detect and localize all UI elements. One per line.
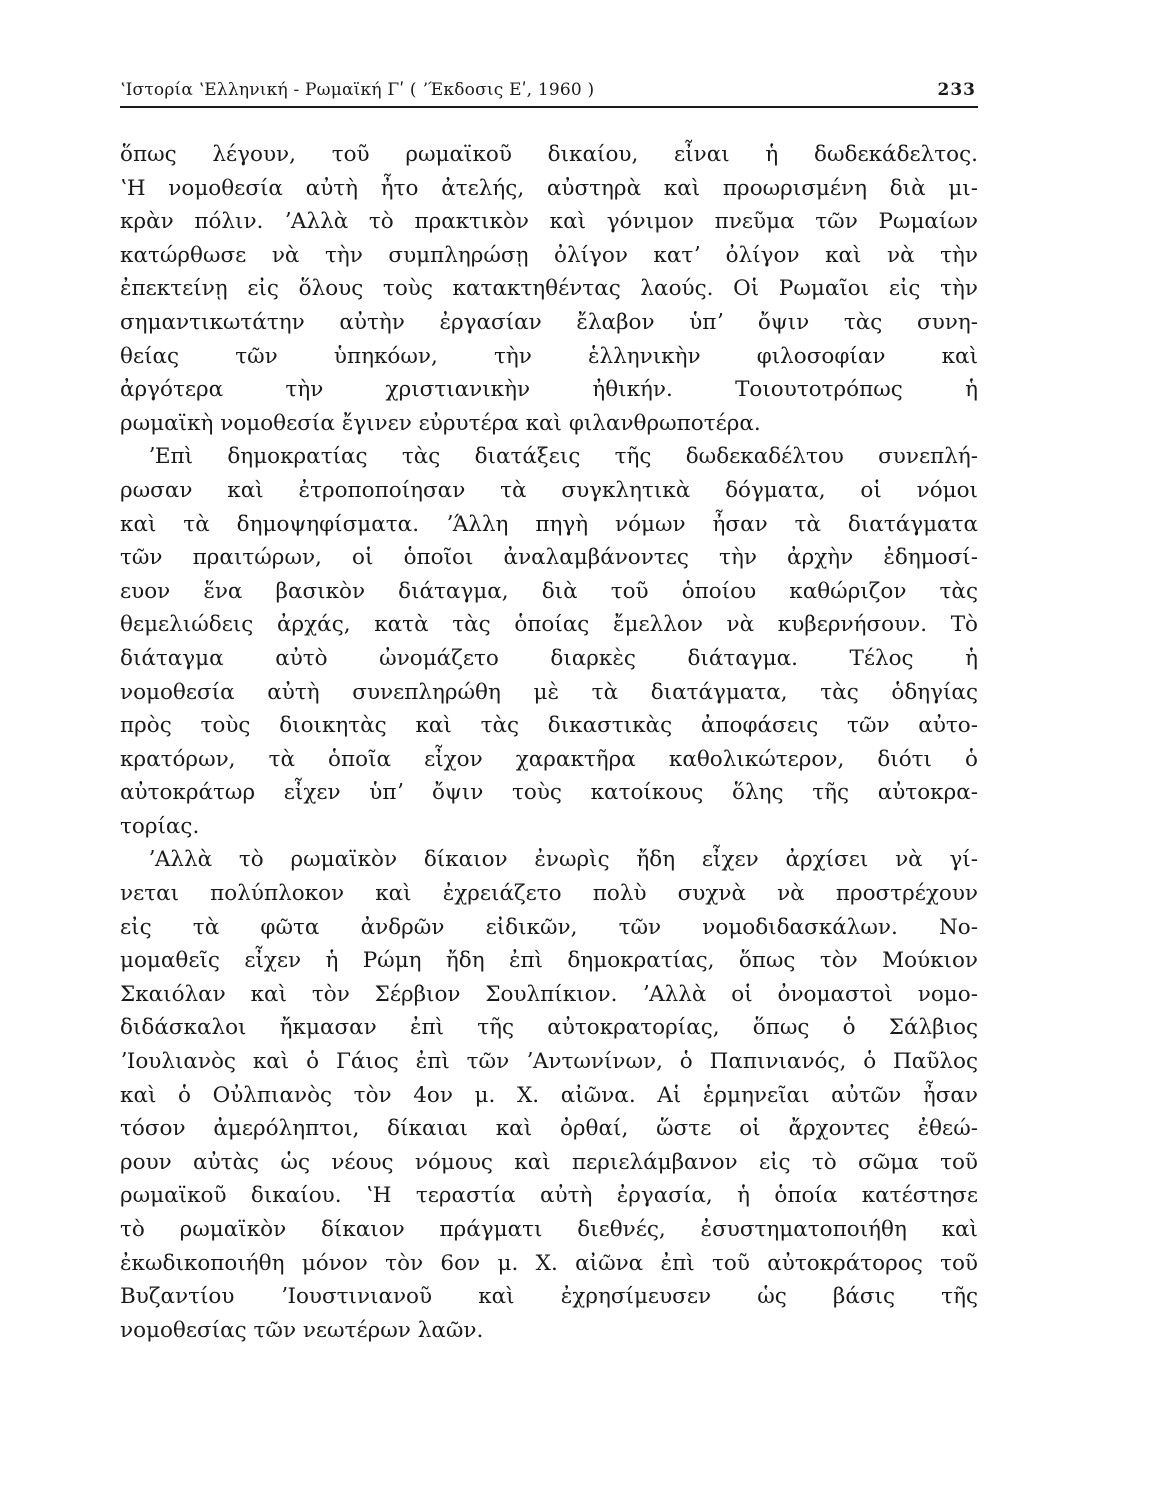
text-line: νομοθεσίας τῶν νεωτέρων λαῶν. bbox=[120, 1317, 484, 1343]
text-line: ἐπεκτείνῃ εἰς ὅλους τοὺς κατακτηθέντας λαούς. Οἱ Ρωμαῖοι εἰς τὴν bbox=[120, 276, 978, 302]
running-header bbox=[120, 74, 978, 108]
text-line: τόσον ἀμερόληπτοι, δίκαιαι καὶ ὀρθαί, ὥστε οἱ ἄρχοντες ἐθεώ- bbox=[120, 1116, 978, 1142]
text-line: ὅπως λέγουν, τοῦ ρωμαϊκοῦ δικαίου, εἶναι ἡ δωδεκάδελτος. bbox=[120, 142, 978, 167]
text-line: ʼΙουλιανὸς καὶ ὁ Γάιος ἐπὶ τῶν ʼΑντωνίνων, ὁ Παπινιανός, ὁ Παῦλος bbox=[120, 1049, 978, 1075]
text-line: ʼΕπὶ δημοκρατίας τὰς διατάξεις τῆς δωδεκαδέλτου συνεπλή- bbox=[148, 444, 978, 470]
text-line: καὶ τὰ δημοψηφίσματα. ʼΆλλη πηγὴ νόμων ἦσαν τὰ διατάγματα bbox=[120, 511, 978, 537]
text-line: σημαντικωτάτην αὐτὴν ἐργασίαν ἔλαβον ὑπʼ ὄψιν τὰς συνη- bbox=[120, 309, 978, 335]
text-line: μομαθεῖς εἶχεν ἡ Ρώμη ἤδη ἐπὶ δημοκρατίας, ὅπως τὸν Μούκιον bbox=[120, 948, 978, 974]
page-number: 233 bbox=[937, 80, 976, 100]
text-line: ρουν αὐτὰς ὡς νέους νόμους καὶ περιελάμβανον εἰς τὸ σῶμα τοῦ bbox=[120, 1149, 978, 1175]
text-line: Σκαιόλαν καὶ τὸν Σέρβιον Σουλπίκιον. ʼΑλλὰ οἱ ὀνομαστοὶ νομο- bbox=[120, 981, 978, 1007]
text-line: κατώρθωσε νὰ τὴν συμπληρώσῃ ὀλίγον κατʼ ὀλίγον καὶ νὰ τὴν bbox=[120, 242, 978, 268]
text-line: κρὰν πόλιν. ʼΑλλὰ τὸ πρακτικὸν καὶ γόνιμον πνεῦμα τῶν Ρωμαίων bbox=[120, 209, 978, 235]
text-line: θείας τῶν ὑπηκόων, τὴν ἑλληνικὴν φιλοσοφίαν καὶ bbox=[120, 343, 978, 369]
text-line: ρωσαν καὶ ἐτροποποίησαν τὰ συγκλητικὰ δόγματα, οἱ νόμοι bbox=[120, 477, 978, 503]
text-line: καὶ ὁ Οὐλπιανὸς τὸν 4ον μ. Χ. αἰῶνα. Αἱ ἑρμηνεῖαι αὐτῶν ἦσαν bbox=[120, 1082, 978, 1108]
body-text bbox=[120, 138, 978, 1347]
text-line: τῶν πραιτώρων, οἱ ὁποῖοι ἀναλαμβάνοντες τὴν ἀρχὴν ἐδημοσί- bbox=[120, 545, 978, 571]
text-line: πρὸς τοὺς διοικητὰς καὶ τὰς δικαστικὰς ἀποφάσεις τῶν αὐτο- bbox=[120, 713, 978, 739]
text-line: θεμελιώδεις ἀρχάς, κατὰ τὰς ὁποίας ἔμελλον νὰ κυβερνήσουν. Τὸ bbox=[120, 612, 978, 638]
text-line: νεται πολύπλοκον καὶ ἐχρειάζετο πολὺ συχνὰ νὰ προστρέχουν bbox=[120, 881, 978, 907]
text-line: ʼΑλλὰ τὸ ρωμαϊκὸν δίκαιον ἐνωρὶς ἤδη εἶχεν ἀρχίσει νὰ γί- bbox=[148, 847, 978, 873]
text-line: νομοθεσία αὐτὴ συνεπληρώθη μὲ τὰ διατάγματα, τὰς ὁδηγίας bbox=[120, 679, 978, 705]
text-line: διδάσκαλοι ἤκμασαν ἐπὶ τῆς αὐτοκρατορίας, ὅπως ὁ Σάλβιος bbox=[120, 1015, 978, 1041]
text-line: αὐτοκράτωρ εἶχεν ὑπʼ ὄψιν τοὺς κατοίκους ὅλης τῆς αὐτοκρα- bbox=[120, 780, 978, 806]
text-line: ἐκωδικοποιήθη μόνον τὸν 6ον μ. Χ. αἰῶνα ἐπὶ τοῦ αὐτοκράτορος τοῦ bbox=[120, 1250, 978, 1276]
text-line: τορίας. bbox=[120, 813, 200, 839]
text-line: κρατόρων, τὰ ὁποῖα εἶχον χαρακτῆρα καθολικώτερον, διότι ὁ bbox=[120, 746, 978, 772]
text-line: ρωμαϊκοῦ δικαίου. ʽΗ τεραστία αὐτὴ ἐργασία, ἡ ὁποία κατέστησε bbox=[120, 1183, 978, 1209]
running-title: ʽΙστορία ʽΕλληνική - Ρωμαϊκή Γʹ ( ʼΈκδοσις Εʹ, 1960 ) bbox=[120, 80, 595, 100]
text-line: ἀργότερα τὴν χριστιανικὴν ἠθικήν. Τοιουτοτρόπως ἡ bbox=[120, 377, 978, 403]
text-line: εἰς τὰ φῶτα ἀνδρῶν εἰδικῶν, τῶν νομοδιδασκάλων. Νο- bbox=[120, 914, 978, 940]
text-line: τὸ ρωμαϊκὸν δίκαιον πράγματι διεθνές, ἐσυστηματοποιήθη καὶ bbox=[120, 1217, 978, 1242]
text-line: διάταγμα αὐτὸ ὠνομάζετο διαρκὲς διάταγμα. Τέλος ἡ bbox=[120, 645, 978, 671]
text-line: ευον ἕνα βασικὸν διάταγμα, διὰ τοῦ ὁποίου καθώριζον τὰς bbox=[120, 578, 978, 604]
text-line: ρωμαϊκὴ νομοθεσία ἔγινεν εὐρυτέρα καὶ φιλανθρωποτέρα. bbox=[120, 410, 761, 436]
text-line: ʽΗ νομοθεσία αὐτὴ ἦτο ἀτελής, αὐστηρὰ καὶ προωρισμένη διὰ μι- bbox=[120, 175, 978, 201]
text-line: Βυζαντίου ʼΙουστινιανοῦ καὶ ἐχρησίμευσεν ὡς βάσις τῆς bbox=[120, 1284, 978, 1310]
